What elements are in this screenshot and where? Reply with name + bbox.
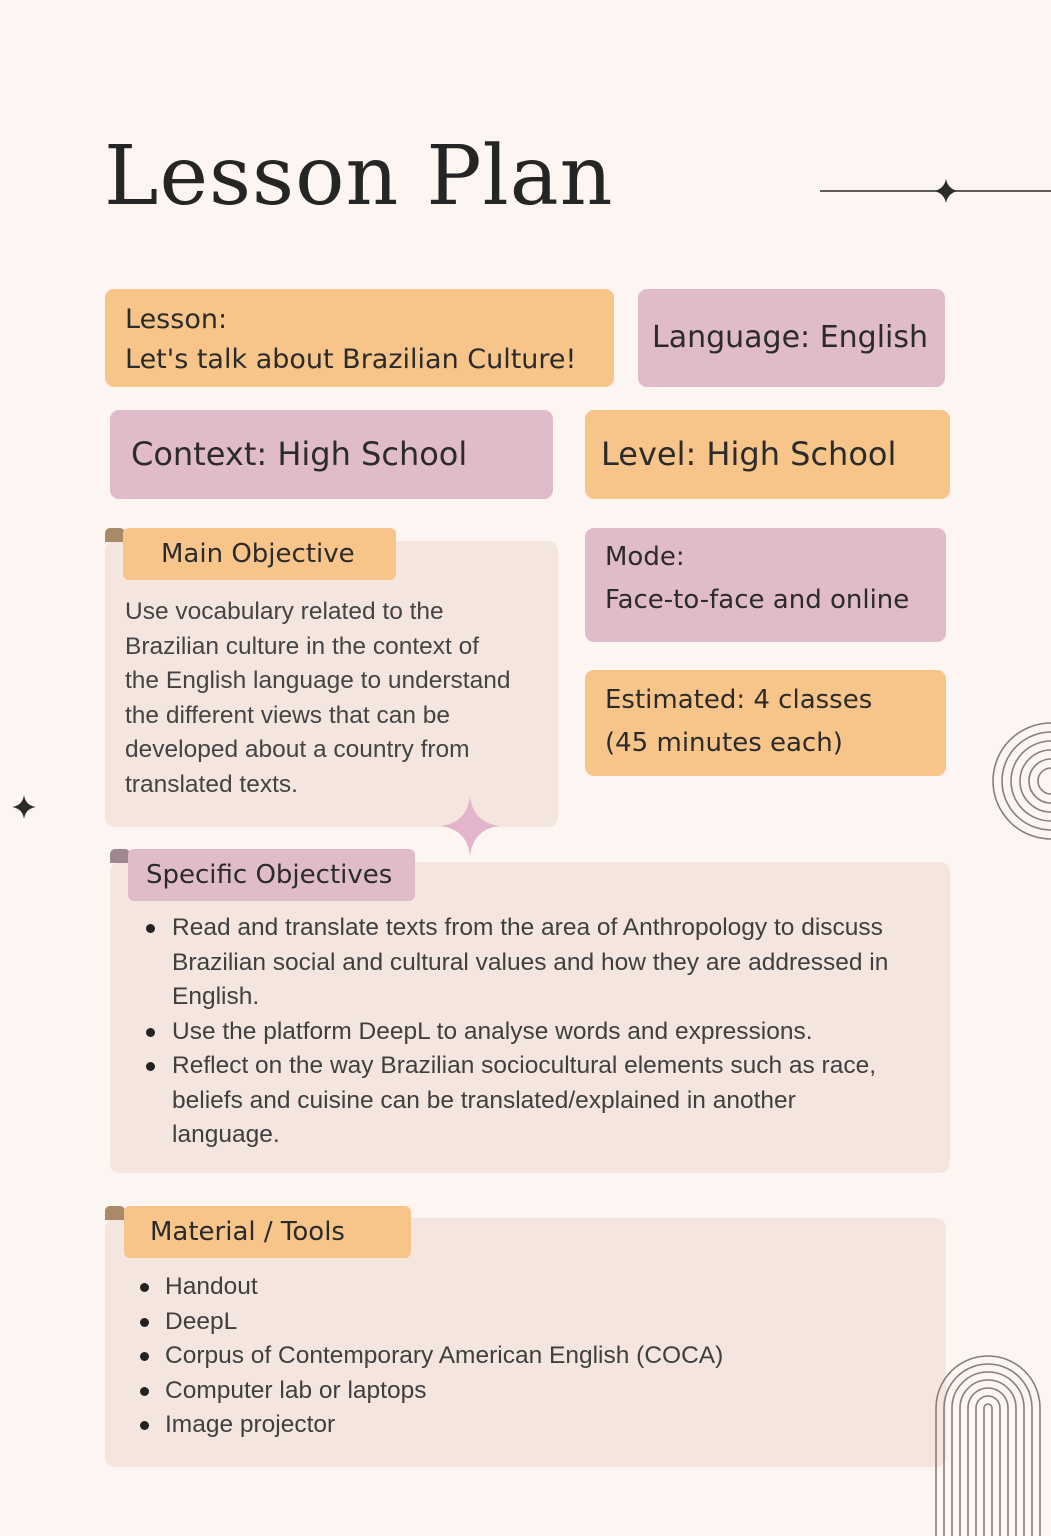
specific-objectives-list xyxy=(172,911,888,1153)
level-text: Level: High School xyxy=(601,435,897,473)
main-objective-tab-nub xyxy=(105,528,125,542)
mode-value: Face-to-face and online xyxy=(605,585,910,615)
list-item: Image projector xyxy=(165,1408,723,1443)
level-box xyxy=(585,410,950,499)
list-item xyxy=(172,1015,888,1050)
main-objective-line: Brazilian culture in the context of xyxy=(125,632,480,660)
concentric-arcs-decoration xyxy=(950,718,1051,848)
nested-arches-decoration xyxy=(930,1350,1051,1536)
pink-sparkle-decoration xyxy=(440,796,500,856)
main-objective-line: the English language to understand xyxy=(125,667,511,695)
list-item-line: beliefs and cuisine can be translated/explained in another xyxy=(172,1086,796,1114)
lesson-value: Let's talk about Brazilian Culture! xyxy=(125,344,577,375)
main-objective-heading xyxy=(123,528,396,580)
mode-box xyxy=(585,528,946,642)
dark-sparkle-decoration xyxy=(12,795,36,819)
list-item-line: Read and translate texts from the area of Anthropology to discuss xyxy=(172,914,883,941)
materials-heading-text: Material / Tools xyxy=(150,1217,345,1247)
main-objective-heading-text: Main Objective xyxy=(161,539,355,569)
list-item: Computer lab or laptops xyxy=(165,1374,723,1409)
language-text: Language: English xyxy=(652,320,929,355)
language-box xyxy=(638,289,945,387)
estimated-line1: Estimated: 4 classes xyxy=(605,685,873,715)
list-item: Corpus of Contemporary American English (COCA) xyxy=(165,1339,723,1374)
page-title: Lesson Plan xyxy=(104,129,614,224)
main-objective-line: Use vocabulary related to the xyxy=(125,598,444,625)
context-box xyxy=(110,410,553,499)
main-objective-line: developed about a country from xyxy=(125,736,470,764)
materials-list xyxy=(165,1270,723,1443)
list-item xyxy=(172,1049,888,1153)
list-item-line: Brazilian social and cultural values and how they are addressed in xyxy=(172,948,889,976)
list-item: Handout xyxy=(165,1270,723,1305)
list-item-line: language. xyxy=(172,1121,280,1148)
specific-objectives-heading-text: Specific Objectives xyxy=(146,860,393,890)
estimated-line2: (45 minutes each) xyxy=(605,728,843,758)
context-text: Context: High School xyxy=(131,435,468,473)
list-item-line: English. xyxy=(172,983,260,1010)
materials-tab-nub xyxy=(105,1206,125,1220)
list-item-line: Use the platform DeepL to analyse words and expressions. xyxy=(172,1017,813,1045)
list-item xyxy=(172,911,888,1015)
mode-label: Mode: xyxy=(605,542,685,572)
main-objective-text xyxy=(125,595,511,802)
specific-objectives-heading xyxy=(128,849,415,901)
main-objective-line: translated texts. xyxy=(125,770,298,798)
estimated-box xyxy=(585,670,946,776)
line-sparkle-decoration xyxy=(820,176,1051,206)
list-item: DeepL xyxy=(165,1305,723,1340)
materials-heading xyxy=(124,1206,411,1258)
list-item-line: Reflect on the way Brazilian sociocultural elements such as race, xyxy=(172,1052,877,1079)
lesson-label: Lesson: xyxy=(125,304,228,335)
main-objective-line: the different views that can be xyxy=(125,701,451,729)
lesson-box xyxy=(105,289,614,387)
specific-objectives-tab-nub xyxy=(110,849,130,863)
